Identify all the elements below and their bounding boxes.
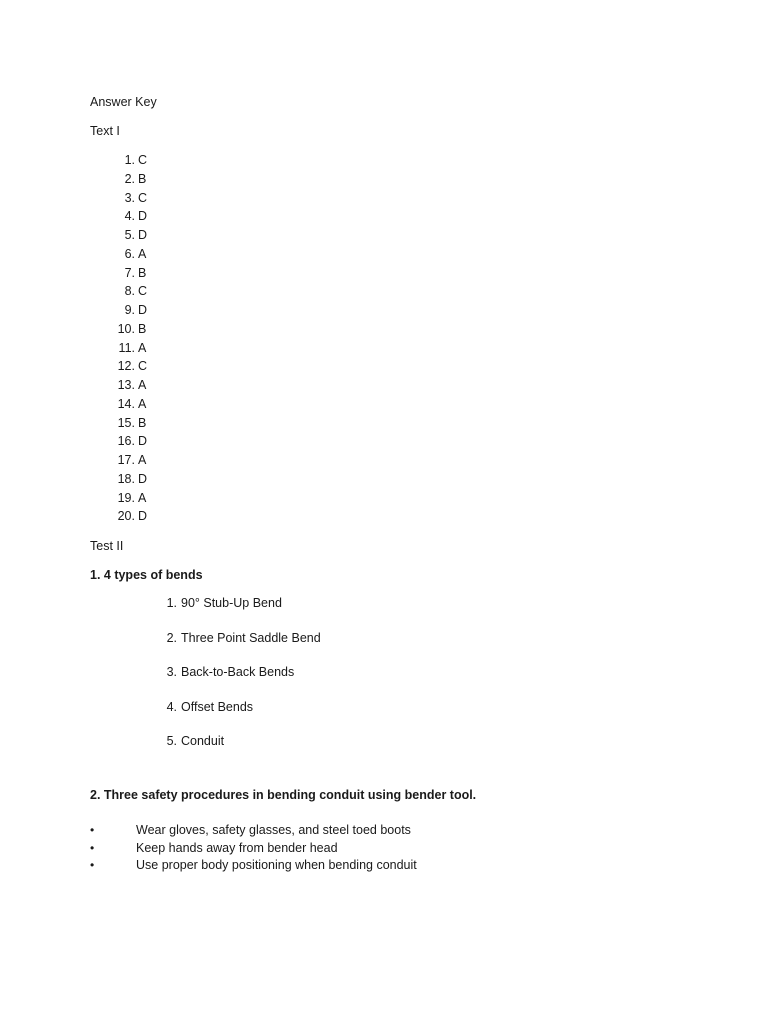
- item-number: 1.: [166, 596, 177, 610]
- item-answer: C: [138, 153, 148, 167]
- item-answer: D: [138, 209, 148, 224]
- item-number: 5.: [166, 734, 177, 749]
- list-item: [90, 301, 147, 320]
- item-number: 16.: [117, 434, 135, 449]
- item-answer: B: [138, 171, 147, 186]
- item-number: 19.: [117, 490, 135, 505]
- question-1-heading: 1. 4 types of bends: [90, 568, 203, 582]
- list-item: [90, 699, 321, 734]
- list-item: [90, 395, 147, 414]
- item-answer: C: [138, 359, 148, 374]
- list-item: [90, 630, 321, 665]
- item-number: 2.: [124, 171, 135, 186]
- item-text: 90° Stub-Up Bend: [181, 596, 282, 610]
- item-number: 5.: [124, 228, 135, 242]
- list-item: [90, 320, 147, 339]
- item-answer: D: [138, 434, 148, 449]
- item-answer: B: [138, 321, 147, 336]
- bend-types-list: [90, 595, 321, 768]
- item-number: 9.: [124, 303, 135, 317]
- item-text: Conduit: [181, 734, 225, 749]
- question-2-heading: 2. Three safety procedures in bending conduit using bender tool.: [90, 788, 477, 802]
- item-number: 3.: [166, 665, 177, 680]
- item-number: 15.: [117, 415, 135, 430]
- list-item: [90, 840, 417, 858]
- item-answer: A: [138, 246, 147, 261]
- item-answer: A: [138, 340, 147, 355]
- item-answer: B: [138, 415, 147, 430]
- list-item: [90, 245, 147, 264]
- item-answer: A: [138, 396, 147, 411]
- list-item: [90, 470, 147, 489]
- item-text: Offset Bends: [181, 699, 254, 714]
- bullet-icon: •: [90, 840, 95, 855]
- list-item: [90, 822, 417, 840]
- item-number: 13.: [117, 378, 135, 392]
- list-item: [90, 414, 147, 433]
- item-number: 7.: [124, 265, 135, 280]
- answer-list: [90, 151, 147, 526]
- item-number: 20.: [117, 509, 135, 524]
- list-item: [90, 207, 147, 226]
- list-item: [90, 357, 147, 376]
- item-number: 10.: [117, 321, 135, 336]
- safety-list: [90, 822, 417, 875]
- item-number: 11.: [118, 340, 135, 355]
- page-title: Answer Key: [90, 95, 157, 109]
- item-text: Wear gloves, safety glasses, and steel toed boots: [136, 823, 411, 837]
- section-heading-test-1: Text I: [90, 124, 120, 138]
- item-answer: A: [138, 490, 147, 505]
- list-item: [90, 595, 321, 630]
- list-item: [90, 226, 147, 245]
- list-item: [90, 151, 147, 170]
- item-number: 17.: [117, 453, 135, 467]
- item-answer: C: [138, 284, 148, 299]
- item-number: 2.: [166, 630, 177, 645]
- item-number: 18.: [117, 471, 135, 486]
- item-answer: D: [138, 509, 148, 524]
- item-number: 12.: [117, 359, 135, 374]
- list-item: [90, 733, 321, 768]
- item-number: 6.: [124, 246, 135, 261]
- bullet-icon: •: [90, 858, 95, 872]
- item-number: 8.: [124, 284, 135, 299]
- item-number: 4.: [166, 699, 177, 714]
- list-item: [90, 857, 417, 875]
- item-answer: D: [138, 471, 148, 486]
- list-item: [90, 451, 147, 470]
- bullet-icon: •: [90, 823, 95, 837]
- item-text: Back-to-Back Bends: [181, 665, 295, 680]
- list-item: [90, 664, 321, 699]
- item-answer: B: [138, 265, 147, 280]
- item-answer: D: [138, 228, 148, 242]
- list-item: [90, 264, 147, 283]
- list-item: [90, 507, 147, 526]
- list-item: [90, 432, 147, 451]
- item-text: Keep hands away from bender head: [136, 840, 338, 855]
- list-item: [90, 376, 147, 395]
- list-item: [90, 170, 147, 189]
- item-answer: D: [138, 303, 148, 317]
- item-answer: A: [138, 378, 147, 392]
- item-answer: A: [138, 453, 147, 467]
- item-answer: C: [138, 190, 148, 205]
- list-item: [90, 489, 147, 508]
- item-number: 4.: [124, 209, 135, 224]
- item-text: Use proper body positioning when bending conduit: [136, 858, 417, 872]
- list-item: [90, 339, 147, 358]
- item-number: 14.: [117, 396, 135, 411]
- section-heading-test-2: Test II: [90, 539, 124, 553]
- item-number: 1.: [124, 153, 135, 167]
- list-item: [90, 282, 147, 301]
- item-number: 3.: [124, 190, 135, 205]
- list-item: [90, 189, 147, 208]
- item-text: Three Point Saddle Bend: [181, 630, 321, 645]
